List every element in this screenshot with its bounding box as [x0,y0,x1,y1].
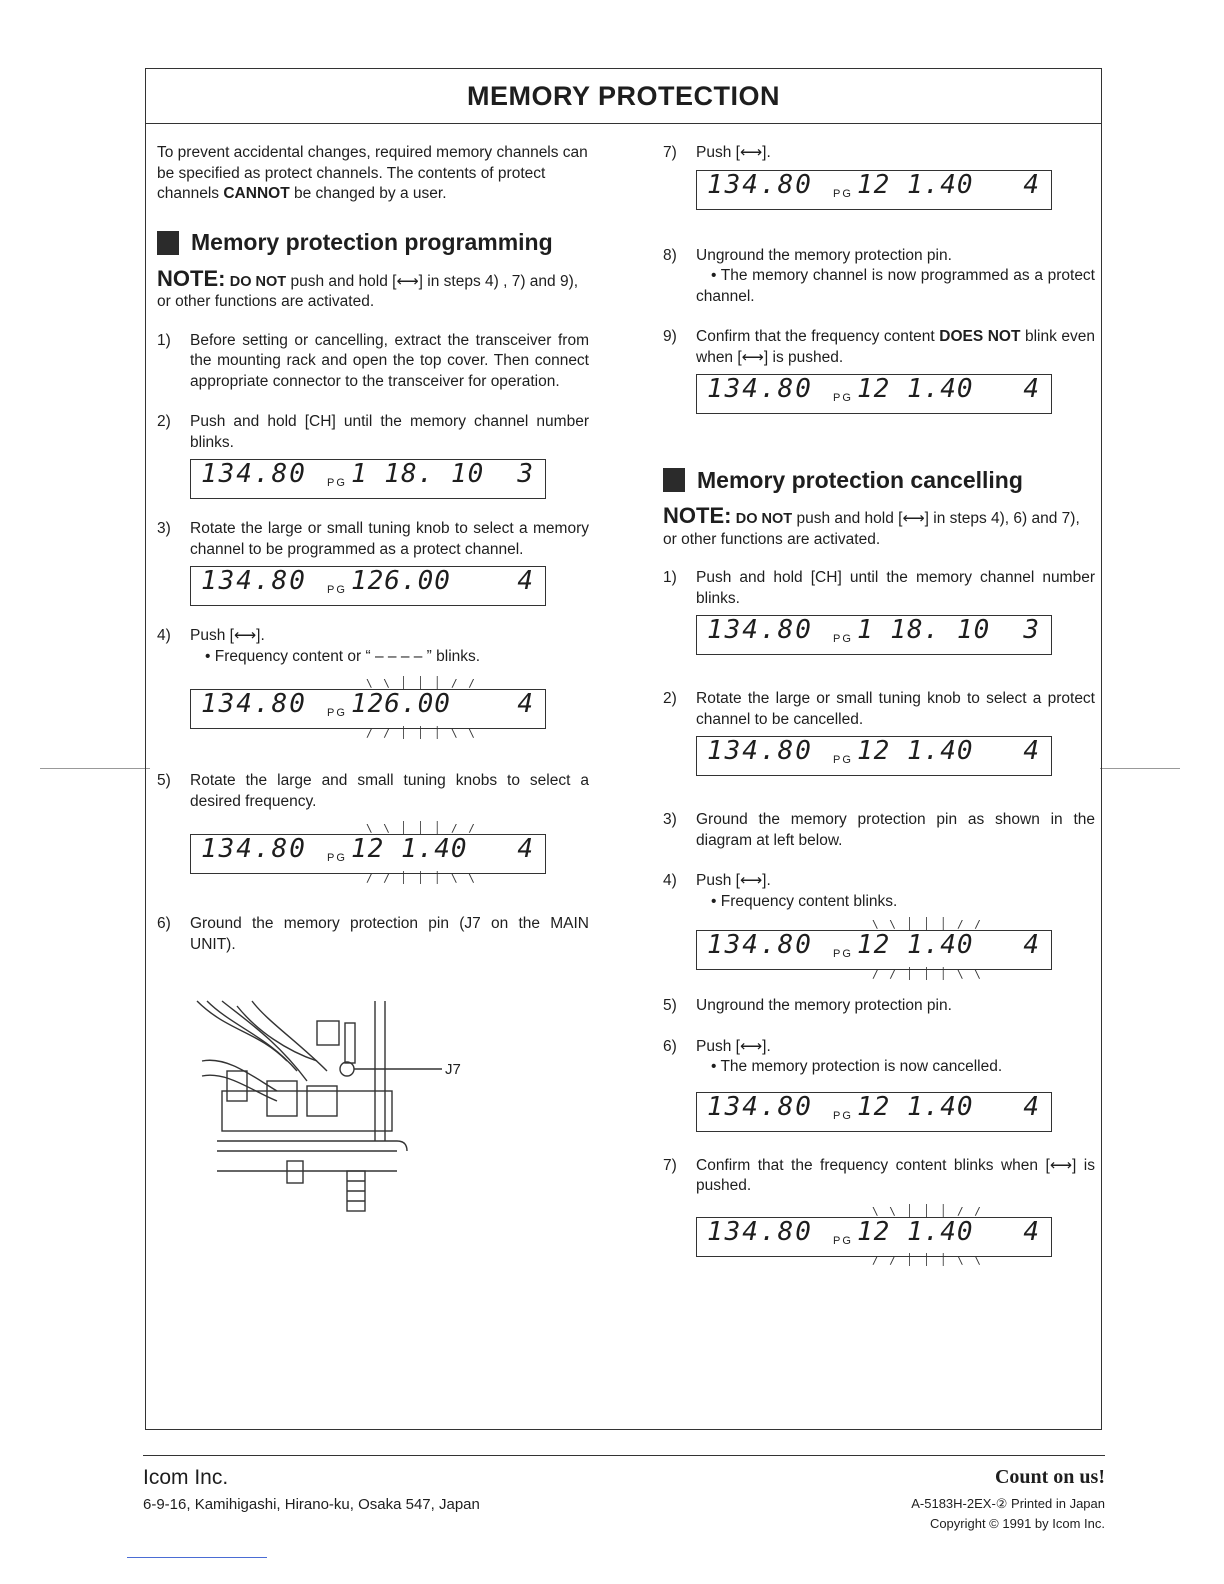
page-title: MEMORY PROTECTION [146,69,1101,124]
blink-rays-icon: / / ׀ ׀ ׀ \ \ [366,871,477,885]
fold-line [1100,768,1180,769]
lcd-display: \ \ ׀ ׀ ׀ / / 134.80 PG 12 1.40 4 / / ׀ ׀ ׀ \ \ [190,834,546,874]
step: 3) Ground the memory protection pin as shown in the diagram at left below. [663,811,1095,849]
blink-rays-icon: / / ׀ ׀ ׀ \ \ [872,1254,983,1267]
step: 3) Rotate the large or small tuning knob to select a memory channel to be programmed as a protect channel. [157,520,589,558]
j7-label: J7 [445,1061,461,1078]
content-frame [145,68,1102,1430]
lcd-display: 134.80 PG 12 1.40 4 [696,1092,1052,1132]
fold-line [40,768,150,769]
step: 7) Confirm that the frequency content blinks when [⟷] is pushed. [663,1156,1095,1194]
step: 4) Push [⟷]. • Frequency content blinks. [663,872,898,910]
step: 6) Ground the memory protection pin (J7 on the MAIN UNIT). [157,915,589,953]
document-number: A-5183H-2EX-② Printed in Japan [911,1496,1105,1511]
square-bullet-icon [157,231,179,255]
step: 7) Push [⟷]. [663,144,771,161]
square-bullet-icon [663,468,685,492]
scan-mark [127,1557,267,1558]
step: 1) Push and hold [CH] until the memory channel number blinks. [663,569,1095,607]
company-name: Icom Inc. [143,1466,229,1489]
step: 2) Push and hold [CH] until the memory channel number blinks. [157,413,589,451]
blink-rays-icon: \ \ ׀ ׀ ׀ / / [366,677,477,690]
lcd-display: 134.80 PG 126.00 4 [190,566,546,606]
step: 8) Unground the memory protection pin. • The memory channel is now programmed as a protect channel. [663,246,1095,305]
step: 5) Unground the memory protection pin. [663,997,952,1014]
step: 1) Before setting or cancelling, extract the transceiver from the mounting rack and open the top cover. Then connect appropriate connector to the transceiver for operation. [157,331,589,390]
lcd-display: \ \ ׀ ׀ ׀ / / 134.80 PG 126.00 4 / / ׀ ׀ ׀ \ \ [190,689,546,729]
company-address: 6-9-16, Kamihigashi, Hirano-ku, Osaka 547, Japan [143,1496,480,1513]
lcd-display: 134.80 PG 1 18. 10 3 [190,459,546,499]
step: 5) Rotate the large and small tuning knobs to select a desired frequency. [157,772,589,810]
blink-rays-icon: / / ׀ ׀ ׀ \ \ [366,726,477,740]
main-unit-diagram [197,1001,461,1231]
lcd-display: 134.80 PG 12 1.40 4 [696,374,1052,414]
blink-rays-icon: \ \ ׀ ׀ ׀ / / [366,822,477,835]
section-heading-programming: Memory protection programming [157,231,589,255]
step: 4) Push [⟷]. • Frequency content or “ – – – – ” blinks. [157,627,481,665]
lcd-display: \ \ ׀ ׀ ׀ / / 134.80 PG 12 1.40 4 / / ׀ ׀ ׀ \ \ [696,1217,1052,1257]
footer [143,1455,1105,1531]
lcd-display: 134.80 PG 12 1.40 4 [696,736,1052,776]
slogan: Count on us! [994,1466,1105,1488]
step: 9) Confirm that the frequency content DOES NOT blink even when [⟷] is pushed. [663,328,1095,366]
blink-rays-icon: / / ׀ ׀ ׀ \ \ [872,967,983,981]
note-cancelling: NOTE: DO NOT push and hold [⟷] in steps 4), 6) and 7), or other functions are activated. [663,503,1080,548]
lcd-display: 134.80 PG 1 18. 10 3 [696,615,1052,655]
blink-rays-icon: \ \ ׀ ׀ ׀ / / [872,918,983,931]
copyright: Copyright © 1991 by Icom Inc. [929,1516,1105,1531]
blink-rays-icon: \ \ ׀ ׀ ׀ / / [872,1204,983,1218]
section-heading-cancelling: Memory protection cancelling [663,468,1095,492]
right-column [663,143,1095,1277]
step: 6) Push [⟷]. • The memory protection is now cancelled. [663,1037,1003,1075]
lcd-display: 134.80 PG 12 1.40 4 [696,170,1052,210]
step: 2) Rotate the large or small tuning knob to select a protect channel to be cancelled. [663,690,1095,728]
left-column [157,143,589,1238]
note-programming: NOTE: DO NOT push and hold [⟷] in steps 4) , 7) and 9), or other functions are activated. [157,265,579,310]
lcd-display: \ \ ׀ ׀ ׀ / / 134.80 PG 12 1.40 4 / / ׀ ׀ ׀ \ \ [696,930,1052,970]
intro-paragraph: To prevent accidental changes, required memory channels can be specified as protect channels. The contents of protect channels CANNOT be changed by a user. [157,144,588,202]
